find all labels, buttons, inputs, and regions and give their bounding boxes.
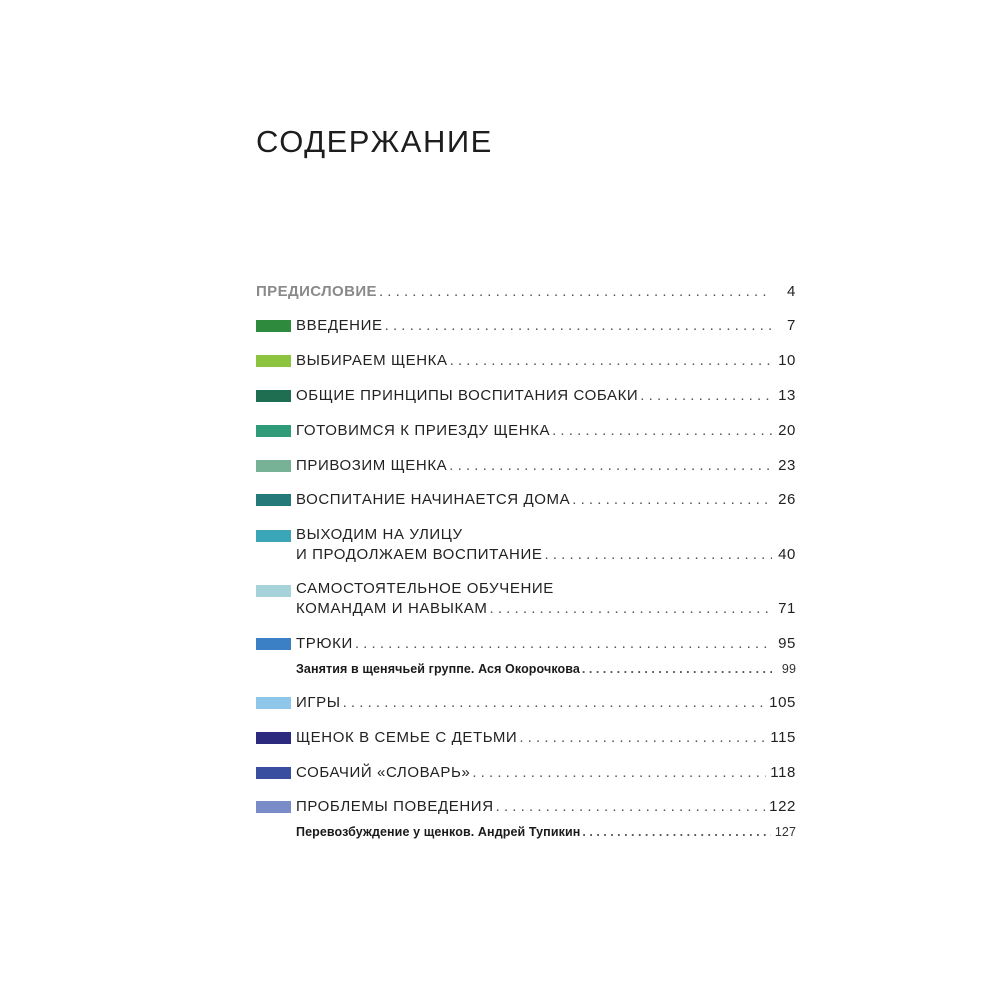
toc-subentry[interactable]	[256, 822, 796, 842]
toc-subentry-label: Занятия в щенячьей группе. Ася Окорочкова	[296, 662, 580, 676]
chapter-color-swatch	[256, 494, 291, 506]
toc-page-number: 7	[787, 317, 796, 334]
chapter-color-swatch	[256, 585, 291, 597]
toc-entry-chapter[interactable]	[256, 525, 796, 567]
toc-entry-label: ВЫБИРАЕМ ЩЕНКА	[296, 352, 448, 369]
leader-dots	[490, 599, 772, 619]
toc-entry-label: ТРЮКИ	[296, 635, 353, 652]
toc-page-number: 4	[787, 283, 796, 300]
toc-page-number: 122	[769, 798, 796, 815]
toc-page-number: 105	[769, 694, 796, 711]
leader-dots	[449, 456, 772, 476]
toc-subentry-label: Перевозбуждение у щенков. Андрей Тупикин	[296, 825, 581, 839]
table-of-contents	[256, 0, 796, 1000]
leader-dots	[552, 421, 772, 441]
toc-entry-chapter[interactable]	[256, 693, 796, 713]
leader-dots	[582, 822, 770, 842]
toc-entry-label: ИГРЫ	[296, 694, 341, 711]
toc-entry-chapter[interactable]	[256, 728, 796, 748]
leader-dots	[472, 763, 766, 783]
toc-entry-chapter[interactable]	[256, 421, 796, 441]
toc-entry-chapter[interactable]	[256, 763, 796, 783]
toc-entry-label: ЩЕНОК В СЕМЬЕ С ДЕТЬМИ	[296, 729, 518, 746]
leader-dots	[385, 316, 772, 336]
toc-entry-label-line1: САМОСТОЯТЕЛЬНОЕ ОБУЧЕНИЕ	[296, 580, 554, 597]
chapter-color-swatch	[256, 355, 291, 367]
toc-entry-chapter[interactable]	[256, 634, 796, 654]
chapter-color-swatch	[256, 801, 291, 813]
toc-entry-label: ПРЕДИСЛОВИЕ	[256, 283, 377, 300]
toc-entry-chapter[interactable]	[256, 579, 796, 621]
toc-page-number: 26	[778, 491, 796, 508]
toc-entry-chapter[interactable]	[256, 386, 796, 406]
toc-entry-label: ПРИВОЗИМ ЩЕНКА	[296, 457, 448, 474]
chapter-color-swatch	[256, 320, 291, 332]
leader-dots	[519, 728, 766, 748]
toc-entry-label: ПРОБЛЕМЫ ПОВЕДЕНИЯ	[296, 798, 494, 815]
toc-page-number: 23	[778, 457, 796, 474]
chapter-color-swatch	[256, 530, 291, 542]
leader-dots	[572, 490, 772, 510]
toc-page-number: 127	[774, 825, 796, 839]
toc-page-number: 95	[778, 635, 796, 652]
toc-entry-label: ВОСПИТАНИЕ НАЧИНАЕТСЯ ДОМА	[296, 491, 571, 508]
toc-entry-chapter[interactable]	[256, 797, 796, 817]
chapter-color-swatch	[256, 425, 291, 437]
toc-page-number: 71	[778, 600, 796, 617]
toc-entry-preface[interactable]	[256, 282, 796, 302]
toc-page-number: 13	[778, 387, 796, 404]
toc-entry-label: ВВЕДЕНИЕ	[296, 317, 383, 334]
toc-page-number: 99	[781, 662, 796, 676]
chapter-color-swatch	[256, 638, 291, 650]
toc-page-number: 115	[770, 729, 796, 746]
leader-dots	[544, 545, 772, 565]
toc-entry-chapter[interactable]	[256, 316, 796, 336]
toc-entry-chapter[interactable]	[256, 351, 796, 371]
toc-entry-chapter[interactable]	[256, 490, 796, 510]
toc-page-number: 10	[778, 352, 796, 369]
toc-entry-label: И ПРОДОЛЖАЕМ ВОСПИТАНИЕ	[296, 546, 543, 563]
page-title: СОДЕРЖАНИЕ	[256, 124, 493, 159]
leader-dots	[379, 282, 772, 302]
toc-entry-chapter[interactable]	[256, 456, 796, 476]
leader-dots	[640, 386, 772, 406]
toc-page-number: 40	[778, 546, 796, 563]
chapter-color-swatch	[256, 697, 291, 709]
toc-entry-label: КОМАНДАМ И НАВЫКАМ	[296, 600, 488, 617]
chapter-color-swatch	[256, 460, 291, 472]
toc-subentry[interactable]	[256, 659, 796, 679]
toc-entry-label: ОБЩИЕ ПРИНЦИПЫ ВОСПИТАНИЯ СОБАКИ	[296, 387, 639, 404]
toc-entry-label-line1: ВЫХОДИМ НА УЛИЦУ	[296, 526, 463, 543]
toc-page-number: 118	[770, 764, 796, 781]
toc-entry-label: ГОТОВИМСЯ К ПРИЕЗДУ ЩЕНКА	[296, 422, 551, 439]
leader-dots	[450, 351, 772, 371]
chapter-color-swatch	[256, 390, 291, 402]
toc-page-number: 20	[778, 422, 796, 439]
chapter-color-swatch	[256, 767, 291, 779]
leader-dots	[355, 634, 772, 654]
leader-dots	[582, 659, 772, 679]
leader-dots	[343, 693, 766, 713]
chapter-color-swatch	[256, 732, 291, 744]
toc-entry-label: СОБАЧИЙ «СЛОВАРЬ»	[296, 764, 471, 781]
leader-dots	[496, 797, 766, 817]
